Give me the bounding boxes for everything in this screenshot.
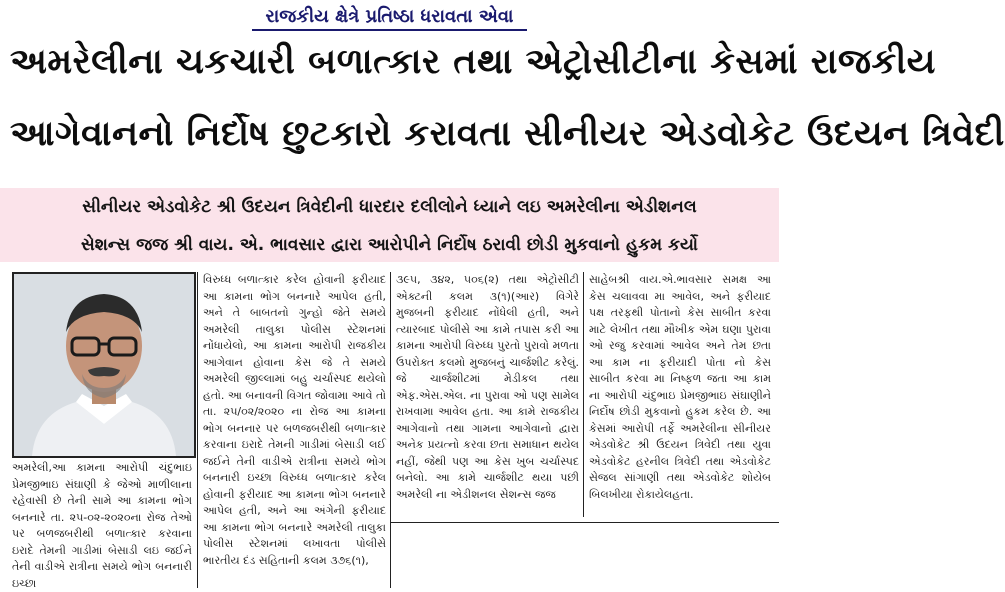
portrait-photo	[12, 272, 196, 458]
portrait-illustration	[14, 274, 194, 456]
body-column-3: ૩૯૫, ૩૪૨, ૫૦૬(૨) તથા એટ્રોસીટી એક્ટની કલમ ૩(૧)(આર) વિગેરે મુજબની ફરીયાદ નોંધેલી હતી, અને ત્યારબાદ પોલીસે આ કામે તપાસ કરી આ કામના આરોપી વિરુધ્ધ પુરતો પુરાવો મળતા ઉપરોક્ત કલમો મુજબનું ચાર્જશીટ કરેલું. જે ચાર્જશીટમાં મેડીકલ તથા એફ.એસ.એલ. ના પુરાવા ઓ પણ સામેલ રાખવામા આવેલ હતા. આ કામે રાજકીય આગેવાનો તથા ગામના આગેવાનો દ્વારા અનેક પ્રયત્નો કરવા છતા સમાધાન થયેલ નહીં, જેથી પણ આ કેસ ખુબ ચર્ચાસ્પદ બનેલો. આ કામે ચાર્જશીટ થયા પછી અમરેલી ના એડીશનલ સેશન્સ જજ	[396, 273, 579, 501]
body-column-4: સાહેબશ્રી વાય.એ.ભાવસાર સમક્ષ આ કેસ ચલાવવા મા આવેલ, અને ફરીયાદ પક્ષ તરફથી પોતાનો કેસ સાબીત કરવા માટે લેખીત તથા મૌખીક એમ ઘણા પુરાવા ઓ રજુ કરવામાં આવેલ અને તેમ છતા આ કામ ના ફરીયાદી પોતા નો કેસ સાબીત કરવા મા નિષ્ફળ જતા આ કામ ના આરોપી ચંદુભાઇ પ્રેમજીભાઇ સંઘાણીને નિર્દોષ છોડી મુકવાનો હુકમ કરેલ છે. આ કેસમાં આરોપી તર્ફે અમરેલીના સીનીયર એડવોકેટ શ્રી ઉદયન ત્રિવેદી તથા યુવા એડવોકેટ હરનીલ ત્રિવેદી તથા એડવોકેટ સેજલ સાંગાણી તથા એડવોકેટ શોયેબ બિલખીયા રોકાયેલહતા.	[589, 273, 771, 501]
body-column-2: વિરુધ્ધ બળાત્કાર કરેલ હોવાની ફરીયાદ આ કામના ભોગ બનનારે આપેલ હતી, અને તે બાબતનો ગુન્હો જેતે સમયે અમરેલી તાલુકા પોલીસ સ્ટેશનમાં નોંધાયેલો, આ કામના આરોપી રાજકીય આગેવાન હોવાના કેસ જે તે સમયે અમરેલી જીલ્લામાં બહુ ચર્ચાસ્પદ થયેલો હતો. આ બનાવની વિગત જોવામા આવે તો તા. ૨૫/૦૨/૨૦૨૦ ના રોજ આ કામના ભોગ બનનાર પર બળજબરીથી બળાત્કાર કરવાના ઇરાદે તેમની ગાડીમાં બેસાડી લઈ જઈને તેની વાડીએ રાત્રીના સમયે ભોગ બનનારી ઇચ્છા વિરુધ્ધ બળાત્કાર કરેલ હોવાની ફરીયાદ આ કામના ભોગ બનનારે આપેલ હતી, અને આ અંગેની ફરીયાદ આ કામના ભોગ બનનારે અમરેલી તાલુકા પોલીસ સ્ટેશનમાં લખાવતા પોલીસે ભારતીય દંડ સહિતાની કલમ ૩૭૬(૧),	[203, 273, 386, 567]
kicker-container	[0, 0, 779, 34]
column-divider-2	[390, 272, 391, 588]
column-divider-1	[197, 272, 198, 588]
headline-line-2: આગેવાનનો નિર્દોષ છુટકારો કરાવતા સીનીયર એડવોકેટ ઉદયન ત્રિવેદી	[10, 114, 1005, 154]
photo-caption-text: અમરેલી,આ કામના આરોપી ચંદુભાઇ પ્રેમજીભાઇ સંઘાણી કે જેઓ માળીલાના રહેવાસી છે તેની સામે આ કામના ભોગ બનનારે તા. ૨૫-૦૨-૨૦૨૦ના રોજ તેઓ પર બળજબરીથી બળાત્કાર કરવાના ઇરાદે તેમની ગાડીમાં બેસાડી લઇ જઈને તેની વાડીએ રાત્રીના સમયે ભોગ બનનારી ઇચ્છા	[12, 461, 192, 590]
column-divider-3	[583, 272, 584, 517]
kicker: રાજકીય ક્ષેત્રે પ્રતિષ્ઠા ધરાવતા એવા	[252, 6, 528, 31]
deck-line-1: સીનીયર એડવોકેટ શ્રી ઉદયન ત્રિવેદીની ધારદાર દલીલોને ધ્યાને લઇ અમરેલીના એડીશનલ	[82, 197, 697, 217]
headline-line-1: અમરેલીના ચકચારી બળાત્કાર તથા એટ્રોસીટીના કેસમાં રાજકીય	[10, 42, 936, 82]
deck-line-2: સેશન્સ જજ શ્રી વાય. એ. ભાવસાર દ્વારા આરોપીને નિર્દોષ ઠરાવી છોડી મુકવાનો હુકમ કર્યો	[80, 235, 698, 255]
article-end-rule	[390, 522, 779, 523]
